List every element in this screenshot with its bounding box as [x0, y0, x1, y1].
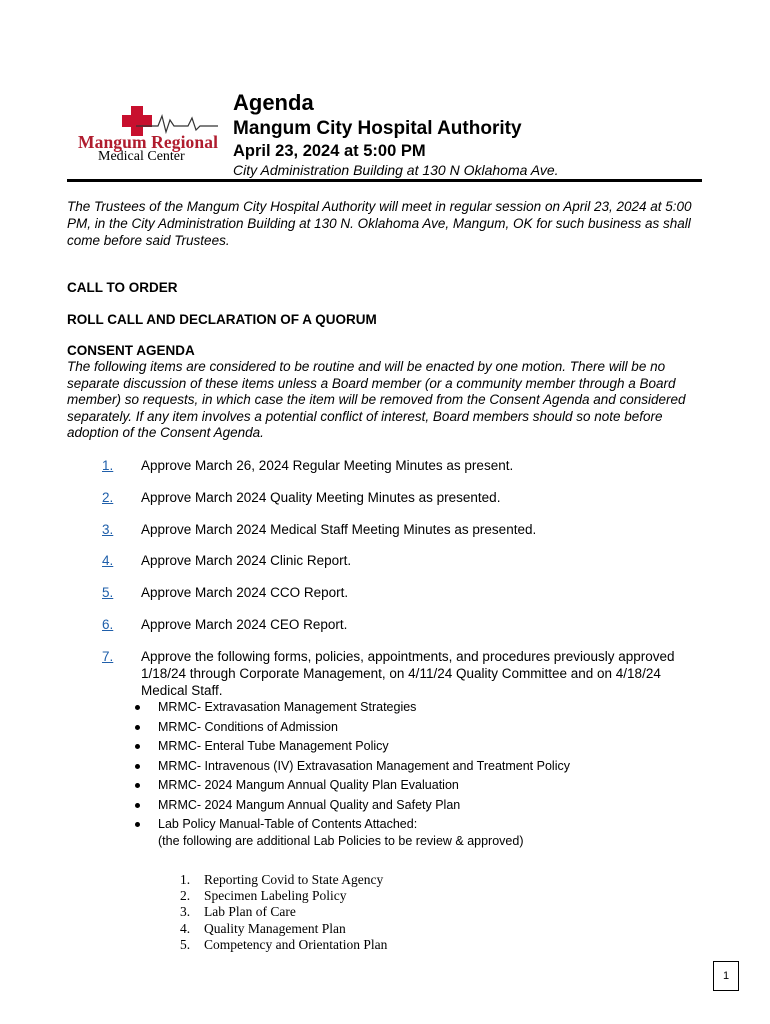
page-number: 1 [713, 961, 739, 991]
policy-number: 1. [180, 872, 191, 887]
bullet-text: MRMC- 2024 Mangum Annual Quality and Safety Plan [158, 797, 461, 812]
list-item [132, 776, 712, 796]
lab-policies-note: (the following are additional Lab Policies to be review & approved) [158, 834, 524, 848]
item-text: Approve the following forms, policies, appointments, and procedures previously approved 1/18/24 through Corporate Management, on 4/11/24 Quality Committee and on 4/18/24 Medical Staff. [141, 649, 675, 698]
logo-name: Mangum Regional [78, 132, 219, 152]
bullet-text: MRMC- Intravenous (IV) Extravasation Management and Treatment Policy [158, 758, 570, 773]
logo-subtitle: Medical Center [98, 149, 185, 164]
list-item [132, 796, 712, 816]
item-text: Approve March 2024 Clinic Report. [141, 553, 352, 568]
item-number-link[interactable]: 5. [102, 585, 114, 600]
bullet-icon [135, 744, 140, 749]
list-item [180, 872, 387, 888]
bullet-text: Lab Policy Manual-Table of Contents Attached: [158, 817, 418, 831]
bullet-text: MRMC- Extravasation Management Strategies [158, 700, 417, 714]
page-title: Agenda [233, 90, 314, 115]
policy-name: Reporting Covid to State Agency [204, 872, 384, 887]
consent-agenda-heading: CONSENT AGENDA [67, 343, 195, 358]
header-divider [67, 179, 702, 182]
bullet-text: MRMC- Enteral Tube Management Policy [158, 739, 389, 753]
item-text: Approve March 2024 Medical Staff Meeting Minutes as presented. [141, 522, 537, 537]
intro-paragraph: The Trustees of the Mangum City Hospital Authority will meet in regular session on April 23, 2024 at 5:00 PM, in the City Administration Building at 130 N. Oklahoma Ave, Mangum, OK for such business as shall come before said Trustees. [67, 199, 692, 248]
policy-name: Competency and Orientation Plan [204, 936, 388, 952]
policy-number: 3. [180, 904, 191, 920]
meeting-date: April 23, 2024 at 5:00 PM [233, 142, 426, 160]
bullet-text: MRMC- Conditions of Admission [158, 719, 338, 734]
item-number-link[interactable]: 4. [102, 553, 114, 568]
bullet-icon [135, 705, 140, 710]
list-item [132, 718, 712, 738]
roll-call-heading: ROLL CALL AND DECLARATION OF A QUORUM [67, 312, 377, 327]
policy-number: 4. [180, 920, 191, 936]
lab-policies-list [180, 872, 387, 953]
bullet-icon [135, 725, 140, 730]
bullet-text: MRMC- 2024 Mangum Annual Quality Plan Evaluation [158, 778, 459, 792]
list-item [180, 921, 387, 937]
meeting-location: City Administration Building at 130 N Oklahoma Ave. [233, 162, 559, 178]
item-number-link[interactable]: 3. [102, 522, 114, 537]
list-item [132, 698, 712, 718]
item-text: Approve March 2024 CEO Report. [141, 617, 348, 632]
bullet-icon [135, 764, 140, 769]
list-item [132, 737, 712, 757]
item-text: Approve March 2024 CCO Report. [141, 585, 349, 600]
item-number-link[interactable]: 6. [102, 617, 114, 632]
call-to-order-heading: CALL TO ORDER [67, 280, 178, 295]
policy-name: Specimen Labeling Policy [204, 888, 347, 904]
item-text: Approve March 2024 Quality Meeting Minutes as presented. [141, 490, 501, 505]
policy-name: Lab Plan of Care [204, 904, 296, 920]
item-number-link[interactable]: 1. [102, 458, 114, 473]
list-item [132, 757, 712, 777]
hospital-logo [76, 104, 226, 168]
bullet-icon [135, 803, 140, 808]
bullet-icon [135, 822, 140, 827]
list-item [180, 904, 387, 920]
consent-agenda-text: The following items are considered to be routine and will be enacted by one motion. There will be no separate discussion of these items unless a Board member (or a community member through a Board member) so requests, in which case the item will be removed from the Consent Agenda and considered separately. If any item involves a potential conflict of interest, Board members should so note before adoption of the Consent Agenda. [67, 359, 686, 441]
list-item [132, 815, 712, 835]
item-number-link[interactable]: 2. [102, 490, 114, 505]
list-item [180, 888, 387, 904]
policy-number: 5. [180, 936, 191, 952]
bullet-icon [135, 783, 140, 788]
list-item [180, 937, 387, 953]
organization-name: Mangum City Hospital Authority [233, 118, 522, 139]
policy-name: Quality Management Plan [204, 920, 346, 936]
item-number-link[interactable]: 7. [102, 649, 114, 664]
policy-number: 2. [180, 888, 191, 904]
item-text: Approve March 26, 2024 Regular Meeting Minutes as present. [141, 458, 514, 473]
item7-bullet-list [132, 698, 712, 835]
